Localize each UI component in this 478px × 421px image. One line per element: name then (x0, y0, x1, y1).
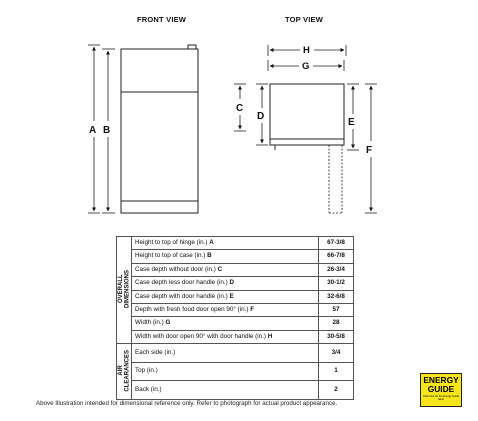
table-row (117, 263, 354, 276)
dimension-description-text: Case depth without door (in.) (135, 265, 216, 273)
overall-dimensions-group-label (117, 237, 132, 344)
dimension-label-g: G (302, 61, 310, 72)
dimension-description (132, 317, 319, 330)
dimension-label-h: H (303, 45, 310, 56)
dimension-value: 32-6/8 (319, 290, 354, 303)
dimension-letter: A (209, 239, 214, 247)
table-row (117, 290, 354, 303)
overall-dimensions-text: OVERALL DIMENSIONS (117, 269, 130, 308)
table-row (117, 237, 354, 250)
table-row (117, 330, 354, 343)
clearance-description: Back (in.) (132, 381, 319, 400)
table-row (117, 250, 354, 263)
hinge-cap (188, 45, 196, 49)
table-row (117, 362, 354, 381)
table-row (117, 381, 354, 400)
dimension-label-e: E (348, 117, 355, 128)
dimension-value: 28 (319, 317, 354, 330)
dimension-letter: B (207, 252, 212, 260)
air-clearances-text: AIR CLEARANCES (117, 349, 130, 392)
dimensions-table (116, 236, 354, 400)
dimension-description-text: Width (in.) (135, 319, 164, 327)
dimension-label-d: D (257, 111, 265, 122)
front-view-title: FRONT VIEW (137, 15, 187, 24)
dimension-description (132, 277, 319, 290)
clearance-value: 2 (319, 381, 354, 400)
energy-guide-badge[interactable] (420, 373, 462, 407)
energy-guide-label (421, 376, 461, 393)
clearance-description: Each side (in.) (132, 344, 319, 363)
top-view-case (270, 84, 344, 139)
top-view-refrigerator (270, 84, 344, 213)
dimension-value: 57 (319, 303, 354, 316)
footnote: Above Illustration intended for dimensional reference only. Refer to photograph for actual product appearance. (36, 400, 338, 407)
fridge-body (121, 49, 198, 213)
energy-guide-subtext: Click here for the Energy Guide label (422, 395, 460, 402)
top-view-title: TOP VIEW (285, 15, 323, 24)
dimension-label-f: F (366, 145, 373, 156)
dimension-description-text: Height to top of case (in.) (135, 252, 206, 260)
dimension-value: 66-7/8 (319, 250, 354, 263)
table-row (117, 344, 354, 363)
dimension-description (132, 290, 319, 303)
energy-guide-line2: GUIDE (427, 383, 455, 394)
dimension-value: 67-3/8 (319, 237, 354, 250)
dimension-description-text: Case depth less door handle (in.) (135, 279, 228, 287)
clearance-description: Top (in.) (132, 362, 319, 381)
dimension-description (132, 250, 319, 263)
dimension-label-b: B (103, 125, 111, 136)
air-clearances-group-label (117, 344, 132, 400)
dimension-description-text: Height to top of hinge (in.) (135, 239, 208, 247)
dimension-value: 30-1/2 (319, 277, 354, 290)
dimension-letter: C (217, 265, 223, 273)
dimension-description (132, 237, 319, 250)
dimension-letter: D (229, 279, 235, 287)
table-row (117, 317, 354, 330)
dimension-description-text: Width with door open 90° with door handle (in.) (135, 332, 266, 340)
dimension-letter: G (165, 319, 171, 327)
dimension-description (132, 330, 319, 343)
dimension-description (132, 263, 319, 276)
dimension-description-text: Case depth with door handle (in.) (135, 292, 228, 300)
dimension-label-a: A (89, 125, 97, 136)
top-view-door (270, 139, 344, 145)
dimension-value: 26-3/4 (319, 263, 354, 276)
table-row (117, 277, 354, 290)
dimension-value: 30-5/8 (319, 330, 354, 343)
dimension-description (132, 303, 319, 316)
front-view-refrigerator (121, 45, 198, 213)
clearance-value: 3/4 (319, 344, 354, 363)
dimension-letter: F (250, 306, 255, 313)
energy-guide-line1: ENERGY (423, 375, 459, 385)
table-row (117, 303, 354, 316)
dimension-letter: E (229, 292, 234, 300)
dimension-description-text: Depth with fresh food door open 90° (in.) (135, 306, 249, 313)
clearance-value: 1 (319, 362, 354, 381)
dimension-letter: H (267, 332, 273, 340)
dimension-label-c: C (236, 103, 244, 114)
